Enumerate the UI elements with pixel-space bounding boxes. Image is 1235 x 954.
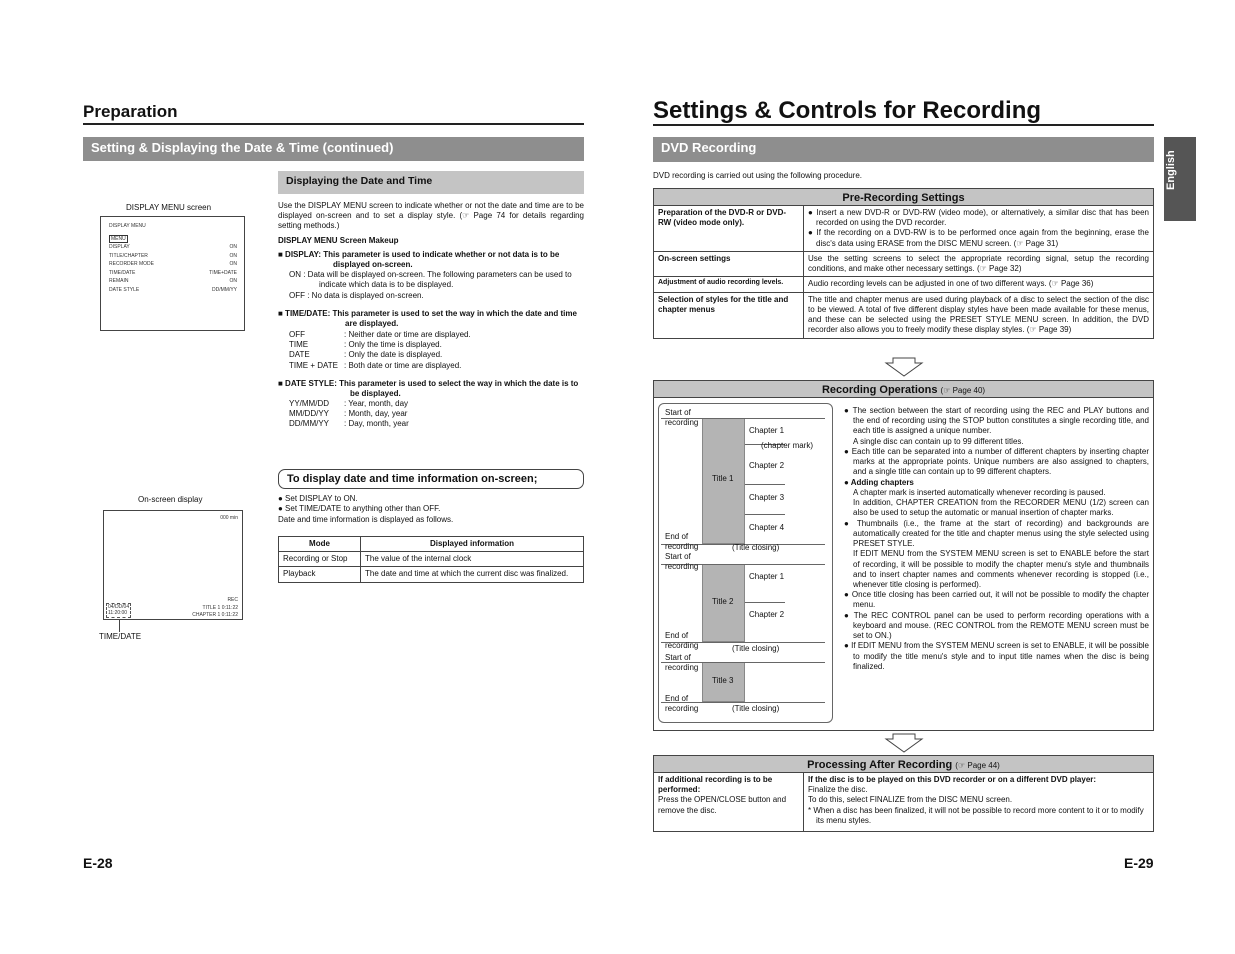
page-title-rule [653,124,1154,126]
timedate-options [289,330,584,371]
menu-row [109,253,237,262]
datestyle-param: ■ DATE STYLE: This parameter is used to select the way in which the date is to be displayed. [278,379,579,399]
t1-chapter1: Chapter 1 [749,426,785,435]
pre-recording-row [654,251,1154,276]
section-title: Preparation [83,102,178,121]
rec-indicator: REC [227,597,238,603]
option-key: TIME + DATE [289,360,338,370]
recording-bullet: ● Each title can be separated into a number of different chapters by inserting chapter marks at the appropriate points. Unique numbers are also assigned to chapters, and a single title can contain up to 99 different chapters. [844,446,1149,477]
recording-bullet: ● If EDIT MENU from the SYSTEM MENU screen is set to ENABLE, it will be possible to modify the title menu's style and to input title names when the disc is being finalized. [844,641,1149,671]
option-row [289,340,584,350]
pre-recording-desc [804,251,1154,276]
remain-readout: 000 min [220,515,238,521]
title3-label: Title 3 [712,676,734,685]
menu-row [109,261,237,270]
pre-recording-table [653,205,1154,339]
option-row [289,419,584,429]
menu-screen-title: DISPLAY MENU [109,223,146,229]
pre-recording-item: The title and chapter menus are used during playback of a disc to select the section of the disc to be viewed. A total of five different display styles have been made available for these menus, and these can be selected using the PRESET STYLE MENU screen. In addition, the DVD recorder also allows you to freely modify these display styles. (☞ Page 39) [808,294,1149,335]
recording-bullet: ● Once title closing has been carried out, it will not be possible to modify the chapter menu. [844,590,1149,610]
option-row [289,361,584,371]
option-key: TIME [289,340,309,350]
menu-row [109,244,237,253]
title1-label: Title 1 [712,474,734,483]
option-row [289,350,584,360]
recording-operations-panel [653,397,1154,731]
table-row [279,552,584,567]
t2-closing: (Title closing) [732,644,780,653]
processing-title: Processing After Recording [807,759,953,771]
chapter-mark-label: (chapter mark) [761,441,814,450]
chapter-readout: CHAPTER 1 0:11:22 [192,612,238,618]
menu-row [109,287,237,296]
title-readout: TITLE 1 0:11:22 [202,605,238,611]
option-value: : Both date or time are displayed. [344,360,462,370]
subsection-band: Displaying the Date and Time [278,171,584,194]
option-value: : Only the time is displayed. [344,340,442,350]
timedate-param: ■ TIME/DATE: This parameter is used to set the way in which the date and time are displayed. [278,309,577,329]
pre-recording-item: Audio recording levels can be adjusted in one of two different ways. (☞ Page 36) [808,279,1094,289]
start-label-3: Start of recording [665,653,699,673]
option-row [289,330,584,340]
page-number-left: E-28 [83,855,113,871]
down-arrow-icon [884,357,924,377]
onscreen-instructions-heading: To display date and time information on-screen; [278,469,584,489]
option-value: : Year, month, day [344,399,409,408]
display-on: ON : Data will be displayed on-screen. The following parameters can be used to indicate which data is to be displayed. [289,270,572,290]
proc-right-3: * When a disc has been finalized, it will not be possible to record more content to it or to modify its menu styles. [808,805,1144,825]
menu-row-label: REMAIN [109,278,129,284]
recording-bullet: If EDIT MENU from the SYSTEM MENU screen is set to ENABLE before the start of recording, it will be possible to modify the chapter menu's style and thumbnails and to insert chapter names and comments whenever recording is stopped (i.e., whenever title closing is performed). [853,549,1149,589]
recording-bullets [844,406,1149,672]
menu-row-value: ON [229,244,237,250]
t1-chapter4: Chapter 4 [749,523,785,532]
datestyle-options [289,399,584,430]
intro-text: Use the DISPLAY MENU screen to indicate whether or not the date and time are to be displayed on-screen and to set a display style. (☞ Page 74 for details regarding setting methods.) [278,201,584,231]
recording-intro: DVD recording is carried out using the following procedure. [653,171,862,180]
recording-operations-title: Recording Operations [821,384,938,396]
proc-right-1: Finalize the disc. [808,785,868,795]
end-label-1: End of recording [665,532,699,552]
recording-bullet: In addition, CHAPTER CREATION from the RECORDER MENU (1/2) screen can also be used to setup the automatic or manual insertion of chapter marks. [853,498,1149,518]
pre-recording-heading: Pre-Recording Settings [653,188,1154,206]
menu-row-label: TITLE/CHAPTER [109,252,148,259]
pre-recording-label: Selection of styles for the title and chapter menus [654,292,804,338]
pre-recording-label: Preparation of the DVD-R or DVD-RW (video mode only). [654,206,804,252]
option-row [289,409,584,419]
recording-bullet: ● Adding chapters [844,477,914,487]
step-item: ● Set DISPLAY to ON. [278,494,358,503]
table-cell: Playback [279,567,361,582]
menu-row-value: ON [229,261,237,267]
display-param: ■ DISPLAY: This parameter is used to indicate whether or not data is to be displayed on-screen. [278,250,560,270]
processing-ref: (☞ Page 44) [955,761,1000,770]
t1-chapter3: Chapter 3 [749,493,785,502]
menu-row-label: TIME/DATE [109,269,136,276]
option-key: YY/MM/DD [289,399,329,408]
pre-recording-label: Adjustment of audio recording levels. [654,277,804,292]
option-value: : Month, day, year [344,409,408,419]
table-cell: The date and time at which the current disc was finalized. [361,567,584,582]
t2-chapter1: Chapter 1 [749,572,785,581]
table-cell: Recording or Stop [279,552,361,567]
menu-row-label: RECORDER MODE [109,261,155,267]
mode-header: Mode [279,537,361,552]
page-number-right: E-29 [1124,855,1154,871]
processing-heading [653,755,1154,773]
option-value: : Neither date or time are displayed. [344,330,471,339]
pre-recording-item: Use the setting screens to select the appropriate recording signal, setup the recording conditions, and make other necessary settings. (☞ Page 32) [808,253,1149,274]
start-label-2: Start of recording [665,552,699,572]
date-readout: 04/DD/04 [108,604,130,610]
menu-row-label: DATE STYLE [109,286,140,293]
option-key: MM/DD/YY [289,409,329,419]
option-value: : Day, month, year [344,419,409,429]
makeup-heading: DISPLAY MENU Screen Makeup [278,236,399,245]
option-row [289,399,584,409]
title2-label: Title 2 [712,597,734,606]
recording-diagram [658,403,833,723]
table-cell: The value of the internal clock [361,552,584,567]
menu-tab: MENU [111,236,126,242]
steps-note: Date and time information is displayed as follows. [278,515,454,524]
pre-recording-row [654,206,1154,252]
title-rule [83,123,584,125]
menu-row-value: ON [229,252,237,259]
menu-row [109,270,237,279]
option-key: DD/MM/YY [289,419,329,429]
pre-recording-item: ● If the recording on a DVD-RW is to be performed once again from the beginning, erase the disc's data using ERASE from the DISC MENU screen. (☞ Page 31) [808,228,1149,248]
onscreen-caption: On-screen display [138,495,203,504]
menu-row-label: DISPLAY [109,244,130,250]
steps-list [278,494,584,514]
pre-recording-desc [804,277,1154,292]
recording-bullet: A single disc can contain up to 99 different titles. [853,436,1024,446]
end-label-2: End of recording [665,631,699,651]
menu-row-value: ON [229,278,237,284]
dvd-recording-band: DVD Recording [653,137,1154,162]
proc-right-2: To do this, select FINALIZE from the DISC MENU screen. [808,795,1013,805]
recording-operations-heading [653,380,1154,398]
option-key: DATE [289,350,310,360]
step-item: ● Set TIME/DATE to anything other than OFF. [278,504,441,514]
pre-recording-row [654,277,1154,292]
recording-bullet: ● The REC CONTROL panel can be used to perform recording operations with a keyboard and mouse. (REC CONTROL from the REMOTE MENU screen must be set to ON.) [844,610,1149,641]
timedate-readout [106,603,131,618]
recording-bullet: ● Thumbnails (i.e., the frame at the start of recording) and backgrounds are automatically created for the title and chapter menus using the style selected using PRESET STYLE. [844,518,1149,549]
pre-recording-label: On-screen settings [654,251,804,276]
t1-chapter2: Chapter 2 [749,461,785,470]
menu-row-value: DD/MM/YY [212,286,237,293]
display-off: OFF : No data is displayed on-screen. [289,291,424,300]
proc-right-head: If the disc is to be played on this DVD recorder or on a different DVD player: [808,775,1097,784]
time-readout: 11:20:00 [108,610,128,617]
start-label-1: Start of recording [665,408,699,428]
pre-recording-desc [804,206,1154,252]
section-band: Setting & Displaying the Date & Time (continued) [83,137,584,161]
menu-row [109,278,237,287]
pre-recording-row [654,292,1154,338]
down-arrow-icon [884,733,924,753]
option-key: OFF [289,330,305,339]
callout-line [119,619,120,632]
onscreen-display [103,510,243,620]
recording-bullet: A chapter mark is inserted automatically whenever recording is paused. [853,487,1106,497]
recording-bullet: ● The section between the start of recording using the REC and PLAY buttons and the end of recording using the STOP button constitutes a single recording title, and each title is assigned a unique number. [844,406,1149,436]
processing-table [653,772,1154,832]
proc-left-body: Press the OPEN/CLOSE button and remove the disc. [658,795,787,815]
menu-rows [109,244,237,295]
t2-chapter2: Chapter 2 [749,610,785,619]
info-header: Displayed information [361,537,584,552]
end-label-3: End of recording [665,694,699,714]
timedate-callout: TIME/DATE [99,632,142,641]
display-menu-caption: DISPLAY MENU screen [126,203,212,212]
t1-closing: (Title closing) [732,543,780,552]
proc-left-head: If additional recording is to be performed: [658,775,773,795]
menu-row-value: TIME+DATE [209,269,237,276]
page-title: Settings & Controls for Recording [653,97,1042,124]
pre-recording-item: ● Insert a new DVD-R or DVD-RW (video mode), or alternatively, a similar disc that has been recorded on using the DVD recorder. [808,208,1149,228]
pre-recording-desc [804,292,1154,338]
table-row [279,567,584,582]
mode-table [278,536,584,583]
display-menu-screen [100,216,245,331]
language-tab[interactable]: English [1164,137,1196,221]
t3-closing: (Title closing) [732,704,780,713]
option-value: : Only the date is displayed. [344,350,443,360]
recording-operations-ref: (☞ Page 40) [940,386,986,395]
